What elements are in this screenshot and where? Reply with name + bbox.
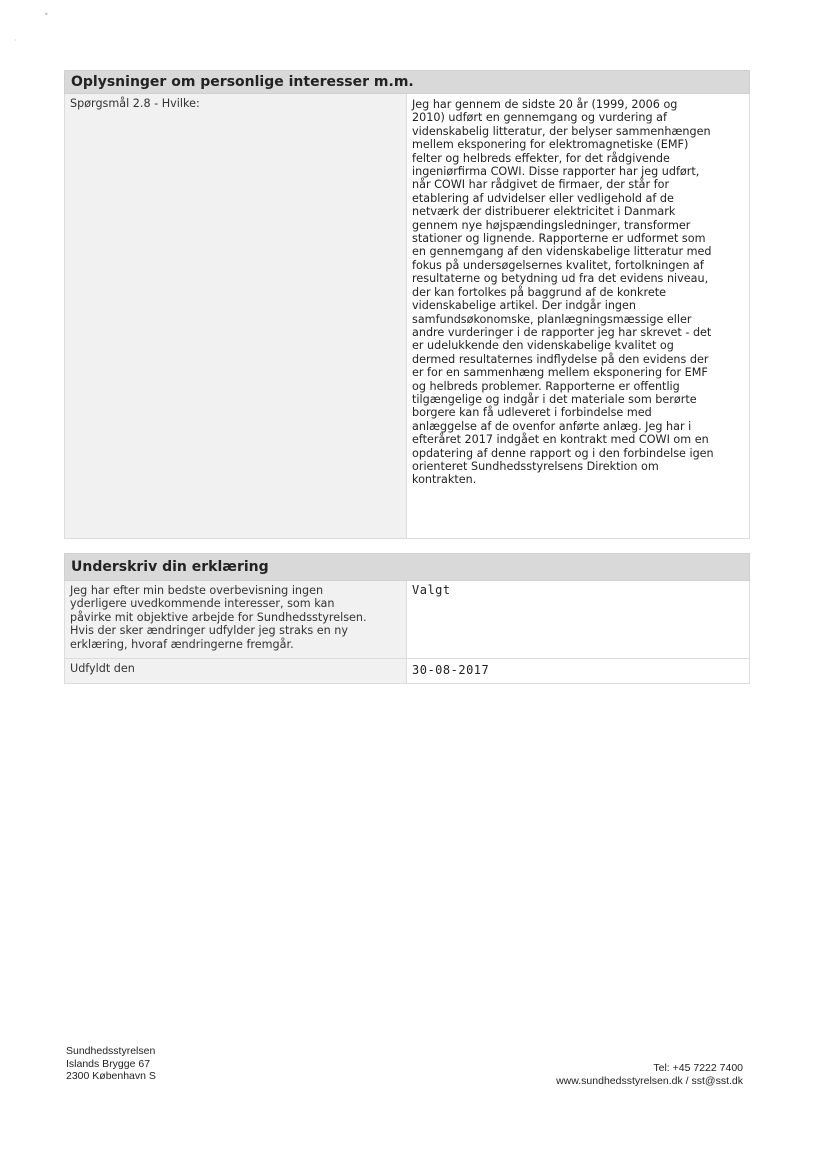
- web-email[interactable]: www.sundhedsstyrelsen.dk / sst@sst.dk: [556, 1074, 743, 1087]
- date-label: Udfyldt den: [65, 659, 407, 683]
- date-value: 30-08-2017: [407, 659, 749, 683]
- question-row: [64, 94, 750, 539]
- scan-speck: •: [44, 10, 49, 19]
- footer-address: [66, 1045, 156, 1083]
- personal-interests-section: [64, 70, 750, 539]
- declaration-value: Valgt: [407, 581, 749, 658]
- declaration-row: [64, 581, 750, 659]
- city-address: 2300 København S: [66, 1070, 156, 1082]
- phone-number: Tel: +45 7222 7400: [653, 1062, 743, 1074]
- scan-speck: ·: [14, 36, 17, 45]
- date-row: [64, 659, 750, 684]
- question-label: Spørgsmål 2.8 - Hvilke:: [65, 94, 407, 538]
- section-title: Underskriv din erklæring: [64, 553, 750, 581]
- section-title: Oplysninger om personlige interesser m.m.: [64, 70, 750, 94]
- footer-contact: [556, 1062, 743, 1087]
- declaration-label: Jeg har efter min bedste overbevisning ingen yderligere uvedkommende interesser, som kan påvirke mit objektive arbejde for Sundhedsstyrelsen. Hvis der sker ændringer udfylder jeg straks en ny erklæring, hvoraf ændringerne fremgår.: [65, 581, 407, 658]
- org-name: Sundhedsstyrelsen: [66, 1045, 156, 1057]
- street-address: Islands Brygge 67: [66, 1057, 151, 1070]
- signature-section: [64, 553, 750, 684]
- question-answer: Jeg har gennem de sidste 20 år (1999, 2006 og 2010) udført en gennemgang og vurdering af videnskabelig litteratur, der belyser sammenhængen mellem eksponering for elektromagnetiske (EMF) felter og helbreds effekter, for det rådgivende ingeniørfirma COWI. Disse rapporter har jeg udført, når COWI har rådgivet de firmaer, der står for etablering af udvidelser eller vedligehold af de netværk der distribuerer elektricitet i Danmark gennem nye højspændingsledninger, transformer stationer og lignende. Rapporterne er udformet som en gennemgang af den videnskabelige litteratur med fokus på undersøgelsernes kvalitet, fortolkningen af resultaterne og betydning ud fra det evidens niveau, der kan fortolkes på baggrund af de konkrete videnskabelige artikel. Der indgår ingen samfundsøkonomske, planlægningsmæssige eller andre vurderinger i de rapporter jeg har skrevet - det er udelukkende den videnskabelige kvalitet og dermed resultaternes indflydelse på den evidens der er for en sammenhæng mellem eksponering for EMF og helbreds problemer. Rapporterne er offentlig tilgængelige og indgår i det materiale som berørte borgere kan få udleveret i forbindelse med anlæggelse af de ovenfor anførte anlæg. Jeg har i efteråret 2017 indgået en kontrakt med COWI om en opdatering af denne rapport og i den forbindelse igen orienteret Sundhedsstyrelsens Direktion om kontrakten.: [407, 94, 749, 538]
